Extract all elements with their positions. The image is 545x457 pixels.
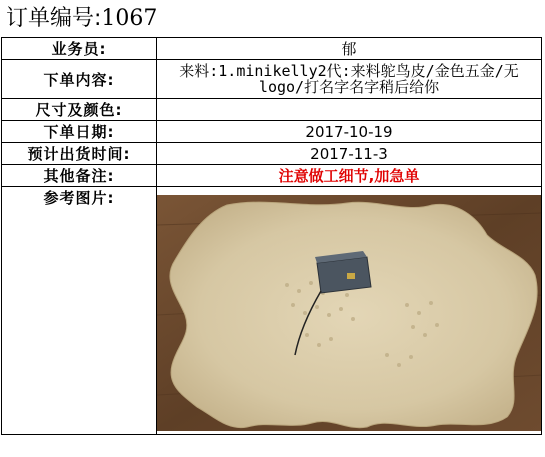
size-color-label: 尺寸及颜色: [2, 99, 157, 121]
row-salesperson [2, 38, 542, 60]
ship-date-value: 2017-11-3 [157, 143, 542, 165]
remarks-label: 其他备注: [2, 165, 157, 187]
salesperson-value: 郁 [157, 38, 542, 60]
ship-date-label: 预计出货时间: [2, 143, 157, 165]
order-content-label: 下单内容: [2, 60, 157, 99]
row-order-date [2, 121, 542, 143]
remarks-value: 注意做工细节,加急单 [157, 165, 542, 187]
size-color-value [157, 99, 542, 121]
row-size-color [2, 99, 542, 121]
row-ship-date [2, 143, 542, 165]
reference-photo [157, 195, 542, 431]
ostrich-hide [170, 202, 537, 428]
order-title-prefix: 订单编号: [6, 6, 102, 31]
order-date-label: 下单日期: [2, 121, 157, 143]
salesperson-label: 业务员: [2, 38, 157, 60]
order-number: 1067 [101, 6, 158, 31]
order-form-table [1, 37, 542, 435]
order-title [6, 4, 157, 34]
sample-bag [315, 251, 371, 293]
order-date-value: 2017-10-19 [157, 121, 542, 143]
reference-image-cell [157, 187, 542, 435]
row-reference [2, 187, 542, 435]
reference-label: 参考图片: [2, 187, 157, 435]
order-content-value: 来料:1.minikelly2代:来料鸵鸟皮/金色五金/无logo/打名字名字稍后给你 [157, 60, 542, 99]
row-remarks [2, 165, 542, 187]
row-order-content [2, 60, 542, 99]
